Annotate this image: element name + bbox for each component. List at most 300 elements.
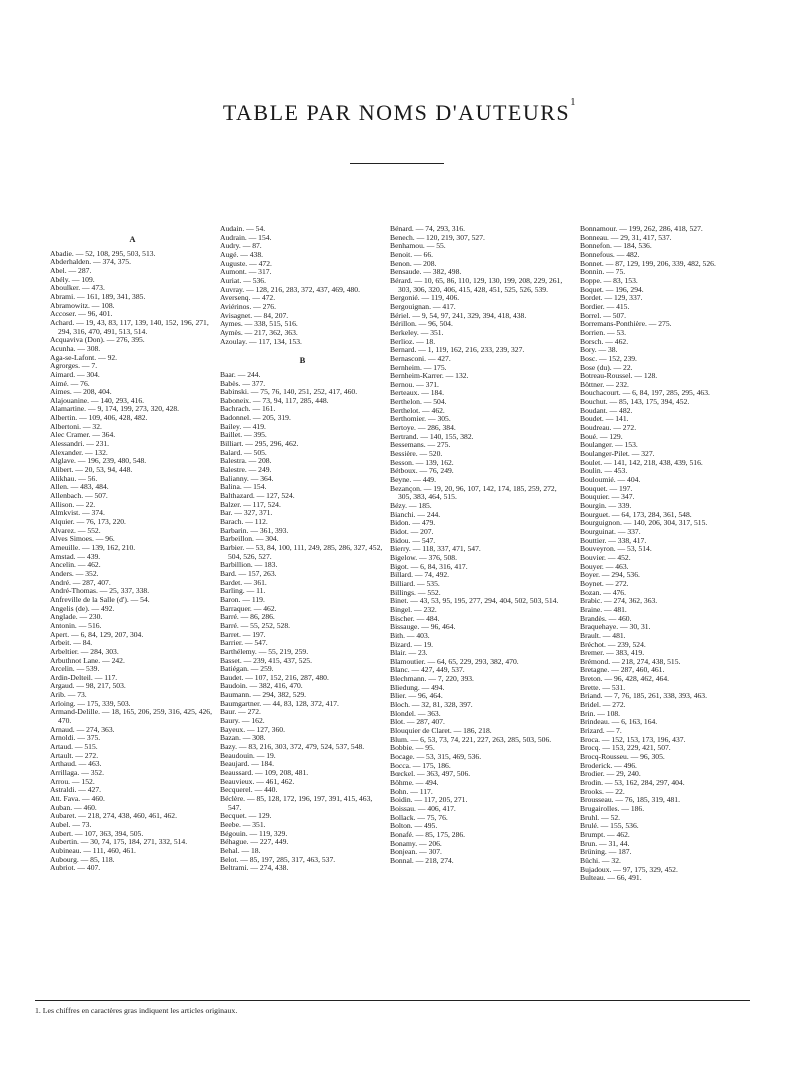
author-entry: Arib. — 73.: [50, 690, 87, 700]
author-entry: Brousseau. — 76, 185, 319, 481.: [580, 795, 680, 805]
author-entry: Apert. — 6, 84, 129, 207, 304.: [50, 629, 144, 639]
author-entry: Blouquier de Claret. — 186, 218.: [390, 726, 492, 736]
author-entry: Bonnamour. — 199, 262, 286, 418, 527.: [580, 225, 703, 233]
author-entry: Brüning. — 187.: [580, 847, 632, 857]
author-entry: Brugairolles. — 186.: [580, 803, 645, 813]
author-entry: Bardet. — 361.: [220, 577, 267, 587]
author-entry: Bridel. — 272.: [580, 700, 626, 710]
author-entry: Benech. — 120, 219, 307, 527.: [390, 232, 485, 242]
author-entry: Aversenq. — 472.: [220, 293, 276, 303]
author-entry: Bréchot. — 239, 524.: [580, 639, 646, 649]
author-entry: Bourguinat. — 337.: [580, 526, 641, 536]
author-entry: Bollack. — 75, 76.: [390, 812, 448, 822]
author-entry: Blanc. — 427, 449, 537.: [390, 665, 465, 675]
author-entry: Aimé. — 76.: [50, 378, 90, 388]
author-entry: Allison. — 22.: [50, 499, 96, 509]
author-entry: Bouchut. — 85, 143, 175, 394, 452.: [580, 397, 690, 407]
author-entry: Bingel. — 232.: [390, 604, 437, 614]
author-entry: Aymes. — 338, 515, 516.: [220, 319, 298, 329]
author-entry: Berteaux. — 184.: [390, 388, 444, 398]
author-entry: Becquet. — 129.: [220, 811, 272, 821]
author-entry: Auvray. — 128, 216, 283, 372, 437, 469, 480.: [220, 284, 360, 294]
author-entry: Abrami. — 161, 189, 341, 385.: [50, 291, 146, 301]
author-entry: Bessière. — 520.: [390, 449, 443, 459]
author-entry: Bobbie. — 95.: [390, 743, 435, 753]
author-entry: Billings. — 552.: [390, 587, 441, 597]
author-entry: Beaudouin. — 19.: [220, 750, 276, 760]
author-entry: Boulanger. — 153.: [580, 440, 638, 450]
author-entry: Bolton. — 495.: [390, 821, 438, 831]
author-entry: Boudant. — 482.: [580, 405, 633, 415]
author-entry: Aubertin. — 30, 74, 175, 184, 271, 332, 514.: [50, 837, 188, 847]
author-entry: Aubourg. — 85, 118.: [50, 854, 115, 864]
author-entry: Barraquer. — 462.: [220, 603, 277, 613]
author-entry: Agrorges. — 7.: [50, 361, 98, 371]
author-entry: Armand-Delille. — 18, 165, 206, 259, 316, 425, 426, 470.: [50, 707, 212, 726]
author-entry: Braquehaye. — 30, 31.: [580, 622, 651, 632]
author-entry: Becquerel. — 440.: [220, 785, 278, 795]
author-entry: Bœckel. — 363, 497, 506.: [390, 769, 471, 779]
author-entry: Abadie. — 52, 108, 295, 503, 513.: [50, 248, 156, 258]
author-entry: Bayeux. — 127, 360.: [220, 724, 285, 734]
author-entry: Alajouanine. — 140, 293, 416.: [50, 395, 145, 405]
author-entry: Balthazard. — 127, 524.: [220, 491, 295, 501]
author-entry: Büchi. — 32.: [580, 855, 621, 865]
author-entry: Albertoni. — 32.: [50, 421, 102, 431]
author-entry: Bertoye. — 286, 384.: [390, 423, 456, 433]
author-entry: Aboulker. — 473.: [50, 283, 105, 293]
author-entry: Anfreville de la Salle (d'). — 54.: [50, 594, 150, 604]
author-entry: Anglade. — 230.: [50, 612, 103, 622]
author-entry: Blamoutier. — 64, 65, 229, 293, 382, 470.: [390, 656, 519, 666]
author-entry: Abramowitz. — 108.: [50, 300, 115, 310]
author-entry: Brooks. — 22.: [580, 786, 625, 796]
author-entry: Bouyer. — 463.: [580, 561, 629, 571]
author-entry: Brocq-Rousseu. — 96, 305.: [580, 752, 665, 762]
author-entry: Bézy. — 185.: [390, 501, 432, 510]
author-entry: Baumann. — 294, 382, 529.: [220, 690, 307, 700]
author-entry: Blechmann. — 7, 220, 393.: [390, 674, 474, 684]
author-entry: Bouloumié. — 404.: [580, 475, 641, 485]
author-entry: Bertrand. — 140, 155, 382.: [390, 431, 474, 441]
author-entry: Braine. — 481.: [580, 604, 627, 614]
footnote-divider: [35, 1000, 750, 1001]
author-entry: Boyer. — 294, 536.: [580, 570, 640, 580]
author-entry: Alvarez. — 552.: [50, 525, 101, 535]
author-entry: Bouquet. — 197.: [580, 483, 633, 493]
author-entry: Broca. — 152, 153, 173, 196, 437.: [580, 734, 686, 744]
index-column-1: [50, 225, 215, 995]
author-entry: Baudoin. — 382, 416, 470.: [220, 681, 303, 691]
author-entry: Alibert. — 20, 53, 94, 448.: [50, 465, 133, 475]
author-entry: Auguste. — 472.: [220, 258, 272, 268]
author-entry: Acquaviva (Don). — 276, 395.: [50, 335, 145, 345]
author-entry: Bernheim-Karrer. — 132.: [390, 371, 469, 381]
author-entry: Beebe. — 351.: [220, 819, 266, 829]
author-entry: Arbuthnot Lane. — 242.: [50, 655, 125, 665]
author-entry: Benhamou. — 55.: [390, 241, 446, 251]
author-entry: Benoit. — 66.: [390, 249, 434, 259]
author-entry: Bidon. — 479.: [390, 518, 436, 528]
author-entry: Aubriot. — 407.: [50, 863, 101, 873]
author-entry: Aubaret. — 218, 274, 438, 460, 461, 462.: [50, 811, 177, 821]
author-entry: Bouchacourt. — 6, 84, 197, 285, 295, 463.: [580, 388, 710, 398]
author-entry: Beauvieux. — 461, 462.: [220, 776, 295, 786]
author-entry: Beltrami. — 274, 438.: [220, 863, 289, 873]
author-entry: Billard. — 74, 492.: [390, 570, 450, 580]
title-divider: [350, 163, 444, 164]
author-entry: Botreau-Roussel. — 128.: [580, 371, 658, 381]
author-entry: Brizard. — 7.: [580, 726, 622, 736]
author-entry: Bretagne. — 287, 460, 461.: [580, 665, 665, 675]
author-entry: Boué. — 129.: [580, 431, 623, 441]
author-entry: Bulteau. — 66, 491.: [580, 873, 642, 883]
author-entry: Brandès. — 460.: [580, 613, 632, 623]
author-entry: Barach. — 112.: [220, 517, 268, 526]
author-entry: Baron. — 119.: [220, 594, 265, 604]
author-entry: Barbarin. — 361, 393.: [220, 525, 289, 535]
author-entry: Alves Simoes. — 96.: [50, 534, 115, 544]
page-title: [0, 96, 800, 126]
section-letter: A: [129, 234, 136, 244]
author-entry: Billiart. — 295, 296, 462.: [220, 439, 299, 449]
author-entry: Bianchi. — 244.: [390, 509, 441, 519]
author-entry: Brodier. — 29, 240.: [580, 769, 641, 779]
author-entry: Bosc. — 152, 239.: [580, 353, 637, 363]
author-entry: Barrier. — 547.: [220, 638, 268, 648]
author-entry: Bazan. — 308.: [220, 733, 266, 743]
author-entry: André. — 287, 407.: [50, 577, 111, 587]
author-entry: Bernasconi. — 427.: [390, 353, 451, 363]
author-entry: Beaujard. — 184.: [220, 759, 274, 769]
author-entry: Blot. — 287, 407.: [390, 717, 445, 727]
author-entry: Balestra. — 208.: [220, 456, 272, 466]
author-entry: Bremer. — 383, 419.: [580, 648, 645, 658]
author-entry: Bonnet. — 87, 129, 199, 206, 339, 482, 526.: [580, 258, 716, 268]
author-entry: Beyne. — 449.: [390, 475, 436, 485]
author-entry: Broderick. — 496.: [580, 760, 637, 770]
author-entry: Bernou. — 371.: [390, 379, 439, 389]
author-entry: Böhme. — 494.: [390, 778, 439, 787]
author-entry: Brette. — 531.: [580, 682, 626, 692]
author-entry: Brumpt. — 462.: [580, 829, 630, 839]
author-entry: Bourgin. — 339.: [580, 501, 632, 510]
author-entry: Berthelon. — 504.: [390, 397, 447, 407]
author-entry: Arrou. — 152.: [50, 776, 95, 786]
author-entry: Arrillaga. — 352.: [50, 768, 104, 778]
author-entry: Azoulay. — 117, 134, 153.: [220, 336, 302, 346]
author-entry: Bohn. — 117.: [390, 786, 433, 796]
author-entry: Brun. — 31, 44.: [580, 838, 630, 848]
author-entry: Augé. — 438.: [220, 249, 264, 259]
author-entry: Belot. — 85, 197, 285, 317, 463, 537.: [220, 854, 336, 864]
author-entry: Brocq. — 153, 229, 421, 507.: [580, 743, 671, 753]
author-entry: Bégouin. — 119, 329.: [220, 828, 288, 838]
author-entry: Ameuille. — 139, 162, 210.: [50, 542, 136, 552]
author-entry: Boppe. — 83, 153.: [580, 275, 638, 285]
author-entry: Bard. — 157, 263.: [220, 568, 277, 578]
author-entry: Bonnefous. — 482.: [580, 249, 640, 259]
author-entry: Blair. — 23.: [390, 648, 428, 658]
author-entry: Aubel. — 73.: [50, 819, 92, 829]
author-entry: Baury. — 162.: [220, 716, 265, 726]
author-entry: Baar. — 244.: [220, 369, 261, 379]
author-entry: Binet. — 43, 53, 95, 195, 277, 294, 404, 502, 503, 514.: [390, 596, 559, 606]
author-entry: Alglave. — 196, 239, 480, 548.: [50, 456, 147, 466]
author-entry: Allenbach. — 507.: [50, 491, 108, 501]
author-entry: Aga-se-Lafont. — 92.: [50, 352, 118, 362]
author-entry: Allen. — 483, 484.: [50, 482, 109, 492]
author-entry: Amstad. — 439.: [50, 551, 101, 561]
author-entry: Berthomier. — 305.: [390, 414, 451, 424]
author-entry: Bernheim. — 175.: [390, 362, 447, 372]
author-entry: Badonnel. — 205, 319.: [220, 413, 291, 423]
author-entry: Brindeau. — 6, 163, 164.: [580, 717, 658, 727]
author-entry: Bliedung. — 494.: [390, 682, 445, 692]
author-entry: Aubert. — 107, 363, 394, 505.: [50, 828, 144, 838]
author-entry: Bergouignan. — 417.: [390, 301, 456, 311]
author-entry: Bergonié. — 119, 406.: [390, 293, 460, 303]
author-entry: Brémond. — 218, 274, 438, 515.: [580, 656, 681, 666]
author-entry: Astraldi. — 427.: [50, 785, 102, 795]
author-entry: Babès. — 377.: [220, 378, 266, 388]
author-entry: Alec Cramer. — 364.: [50, 430, 116, 440]
author-entry: Att. Fava. — 460.: [50, 794, 105, 803]
author-entry: Bourguignon. — 140, 206, 304, 317, 515.: [580, 518, 708, 528]
author-entry: Arbeit. — 84.: [50, 638, 93, 648]
author-entry: Brabic. — 274, 362, 363.: [580, 596, 658, 606]
author-entry: Bonnal. — 218, 274.: [390, 855, 454, 865]
author-entry: Abderhalden. — 374, 375.: [50, 257, 131, 267]
author-entry: Bonnefon. — 184, 536.: [580, 241, 652, 251]
author-entry: Aumont. — 317.: [220, 267, 272, 277]
author-entry: Alessandri. — 231.: [50, 439, 110, 449]
author-entry: Bischer. — 484.: [390, 613, 440, 623]
author-entry: Barré. — 86, 286.: [220, 612, 275, 622]
author-entry: Borremans-Ponthière. — 275.: [580, 319, 672, 329]
author-entry: Brulé. — 155, 536.: [580, 821, 639, 831]
author-entry: Boynet. — 272.: [580, 578, 629, 588]
author-entry: Bensaude. — 382, 498.: [390, 267, 462, 277]
author-entry: Bordier. — 415.: [580, 301, 630, 311]
author-entry: Bouveyron. — 53, 514.: [580, 544, 652, 554]
author-entry: Artaud. — 515.: [50, 742, 98, 752]
author-entry: Bar. — 327, 371.: [220, 508, 273, 518]
author-entry: Bailey. — 419.: [220, 421, 266, 431]
author-entry: Boudet. — 141.: [580, 414, 629, 424]
author-entry: Acunha. — 308.: [50, 343, 101, 353]
author-entry: Antonin. — 516.: [50, 620, 102, 630]
author-entry: Bénard. — 74, 293, 316.: [390, 225, 466, 233]
author-entry: Baboneix. — 73, 94, 117, 285, 448.: [220, 395, 329, 405]
author-entry: Bidou. — 547.: [390, 535, 436, 545]
author-entry: Bériel. — 9, 54, 97, 241, 329, 394, 418, 438.: [390, 310, 527, 320]
author-entry: Artault. — 272.: [50, 750, 99, 760]
author-entry: Bonafé. — 85, 175, 286.: [390, 829, 466, 839]
author-entry: Batiégan. — 259.: [220, 664, 274, 674]
author-entry: Benon. — 208.: [390, 258, 437, 268]
author-entry: Balestre. — 249.: [220, 465, 272, 475]
index-column-2: [220, 225, 385, 995]
author-entry: Bérard. — 10, 65, 86, 110, 129, 130, 199, 208, 229, 261, 303, 306, 320, 406, 415, 428, 451, 525, 526, 539.: [390, 275, 563, 294]
author-entry: Aimes. — 208, 404.: [50, 387, 112, 397]
author-entry: Barré. — 55, 252, 528.: [220, 620, 291, 630]
author-entry: Breton. — 96, 428, 462, 464.: [580, 674, 670, 684]
author-entry: Audain. — 54.: [220, 225, 266, 233]
author-entry: Borsch. — 462.: [580, 336, 629, 346]
author-entry: Balina. — 154.: [220, 482, 267, 492]
author-entry: Bidot. — 207.: [390, 526, 434, 536]
author-entry: Bezançon. — 19, 20, 96, 107, 142, 174, 185, 259, 272, 305, 383, 464, 515.: [390, 483, 557, 502]
author-entry: Arthaud. — 463.: [50, 759, 102, 769]
author-entry: Bloch. — 32, 81, 328, 397.: [390, 700, 473, 710]
author-entry: Bazy. — 83, 216, 303, 372, 479, 524, 537, 548.: [220, 742, 365, 752]
author-entry: Arcelin. — 539.: [50, 664, 100, 674]
author-entry: Accoser. — 96, 401.: [50, 309, 113, 319]
author-entry: Bocca. — 175, 186.: [390, 760, 451, 770]
author-entry: Arnoldi. — 375.: [50, 733, 101, 743]
author-entry: Almkvist. — 374.: [50, 508, 105, 518]
author-entry: Baumgartner. — 44, 83, 128, 372, 417.: [220, 698, 339, 708]
author-entry: Bith. — 403.: [390, 630, 430, 640]
section-letter: B: [299, 355, 306, 366]
author-entry: Bordet. — 129, 337.: [580, 293, 643, 303]
author-entry: Aubineau. — 111, 460, 461.: [50, 845, 136, 855]
author-entry: Bérillon. — 96, 504.: [390, 319, 453, 329]
author-entry: Barbier. — 53, 84, 100, 111, 249, 285, 286, 327, 452, 504, 526, 527.: [220, 542, 383, 561]
author-entry: Berlioz. — 18.: [390, 336, 436, 346]
author-entry: Berthelot. — 462.: [390, 405, 445, 415]
author-entry: Angelis (de). — 492.: [50, 603, 115, 613]
author-entry: Audrain. — 154.: [220, 232, 272, 242]
author-entry: Abel. — 287.: [50, 265, 92, 275]
author-entry: Bonneau. — 29, 31, 417, 537.: [580, 232, 672, 242]
author-entry: Brault. — 481.: [580, 630, 626, 640]
author-entry: Bachrach. — 161.: [220, 404, 276, 414]
author-entry: Alamartine. — 9, 174, 199, 273, 320, 428.: [50, 404, 180, 414]
author-entry: Bigelow. — 376, 508.: [390, 552, 458, 562]
author-entry: Auriat. — 536.: [220, 275, 266, 285]
author-entry: Behal. — 18.: [220, 845, 261, 855]
author-entry: Bouttier. — 338, 417.: [580, 535, 647, 545]
author-entry: Brin. — 108.: [580, 708, 621, 718]
author-entry: Balzer. — 117, 524.: [220, 499, 281, 509]
page-title-text: TABLE PAR NOMS D'AUTEURS: [222, 100, 571, 125]
author-entry: Baur. — 272.: [220, 707, 261, 717]
author-entry: Ancelin. — 462.: [50, 560, 101, 570]
author-entry: Barbeillon. — 304.: [220, 534, 279, 544]
author-entry: Boquet. — 196, 294.: [580, 284, 644, 294]
author-entry: Avisagnet. — 84, 207.: [220, 310, 289, 320]
author-entry: Bouvier. — 452.: [580, 552, 631, 562]
author-entry: Anders. — 352.: [50, 568, 99, 578]
author-entry: Béclère. — 85, 128, 172, 196, 197, 391, 415, 463, 547.: [220, 794, 373, 812]
index-column-3: [390, 225, 566, 995]
author-entry: Böttner. — 232.: [580, 379, 629, 389]
author-entry: Brodin. — 53, 162, 284, 297, 404.: [580, 778, 685, 787]
author-entry: Besson. — 139, 162.: [390, 457, 454, 467]
author-entry: Balard. — 505.: [220, 447, 267, 457]
author-entry: Auban. — 460.: [50, 802, 97, 812]
author-entry: Bernard. — 1, 119, 162, 216, 233, 239, 327.: [390, 345, 525, 355]
author-entry: Bétboux. — 76, 249.: [390, 466, 454, 476]
author-entry: Boissau. — 406, 417.: [390, 803, 456, 813]
author-entry: Arbeltier. — 284, 303.: [50, 646, 119, 656]
author-entry: Balianny. — 364.: [220, 473, 274, 483]
author-entry: Bonjean. — 307.: [390, 847, 442, 857]
index-column-4: [580, 225, 752, 995]
author-entry: Bierry. — 118, 337, 471, 547.: [390, 544, 481, 554]
author-entry: Béhague. — 227, 449.: [220, 837, 289, 847]
author-entry: Boidin. — 117, 205, 271.: [390, 795, 468, 805]
author-entry: Barthélemy. — 55, 219, 259.: [220, 646, 309, 656]
author-entry: Borrien. — 53.: [580, 327, 626, 337]
author-entry: Briand. — 7, 76, 185, 261, 338, 393, 463.: [580, 691, 707, 701]
author-entry: Bozan. — 476.: [580, 587, 626, 597]
author-entry: Bruhl. — 52.: [580, 812, 621, 822]
author-entry: Audry. — 87.: [220, 241, 262, 251]
author-entry: Babinski. — 75, 76, 140, 251, 252, 417, 460.: [220, 387, 358, 397]
author-entry: Blum. — 6, 53, 73, 74, 221, 227, 263, 285, 503, 506.: [390, 734, 552, 744]
author-entry: Bocage. — 53, 315, 469, 536.: [390, 752, 482, 762]
author-entry: Alexander. — 132.: [50, 447, 108, 457]
author-entry: Achard. — 19, 43, 83, 117, 139, 140, 152, 196, 271, 294, 316, 470, 491, 513, 514.: [50, 317, 209, 336]
author-entry: Ardin-Delteil. — 117.: [50, 672, 118, 682]
author-entry: Aimard. — 304.: [50, 369, 100, 379]
author-entry: Boudreau. — 272.: [580, 423, 637, 433]
author-entry: Bigot. — 6, 84, 316, 417.: [390, 561, 468, 571]
author-entry: Billiard. — 535.: [390, 578, 440, 588]
author-entry: Abély. — 109.: [50, 274, 95, 284]
author-entry: Blier. — 96, 464.: [390, 691, 443, 701]
author-entry: André-Thomas. — 25, 337, 338.: [50, 586, 150, 596]
author-entry: Bizard. — 19.: [390, 639, 434, 649]
author-entry: Barret. — 197.: [220, 629, 266, 639]
author-entry: Beaussard. — 109, 208, 481.: [220, 768, 309, 778]
author-entry: Bose (du). — 22.: [580, 362, 633, 372]
author-entry: Boulet. — 141, 142, 218, 438, 439, 516.: [580, 457, 703, 467]
author-entry: Alikhau. — 56.: [50, 473, 98, 483]
author-entry: Albertin. — 109, 406, 428, 482.: [50, 413, 148, 423]
author-entry: Bonnin. — 75.: [580, 267, 626, 277]
author-entry: Bissauge. — 96, 464.: [390, 622, 456, 632]
author-entry: Berkeley. — 351.: [390, 327, 444, 337]
author-entry: Bourguet. — 64, 173, 284, 361, 548.: [580, 509, 692, 519]
title-footnote-marker: 1: [570, 96, 578, 108]
author-entry: Bory. — 38.: [580, 345, 618, 355]
footnote: 1. Les chiffres en caractères gras indiquent les articles originaux.: [35, 1006, 238, 1015]
author-entry: Bonamy. — 206.: [390, 838, 442, 848]
author-entry: Argaud. — 98, 217, 503.: [50, 681, 126, 691]
author-entry: Arloing. — 175, 339, 503.: [50, 698, 131, 708]
author-entry: Bessemans. — 275.: [390, 440, 451, 450]
author-entry: Bouquier. — 347.: [580, 492, 635, 502]
author-entry: Basset. — 239, 415, 437, 525.: [220, 655, 312, 665]
author-entry: Barbillion. — 183.: [220, 560, 278, 570]
author-entry: Baillet. — 395.: [220, 430, 267, 440]
author-entry: Aymès. — 217, 362, 363.: [220, 327, 298, 337]
author-entry: Borrel. — 507.: [580, 310, 626, 320]
author-entry: Arnaud. — 274, 363.: [50, 724, 115, 734]
author-entry: Boulin. — 453.: [580, 466, 628, 476]
author-entry: Barling. — 11.: [220, 586, 266, 596]
author-entry: Boulanger-Pilet. — 327.: [580, 449, 655, 459]
author-entry: Blondel. — 363.: [390, 708, 441, 718]
author-entry: Bujadoux. — 97, 175, 329, 452.: [580, 864, 678, 874]
author-entry: Alquier. — 76, 173, 220.: [50, 517, 126, 526]
author-entry: Baudet. — 107, 152, 216, 287, 480.: [220, 672, 329, 682]
author-entry: Aviérinos. — 276.: [220, 301, 276, 311]
